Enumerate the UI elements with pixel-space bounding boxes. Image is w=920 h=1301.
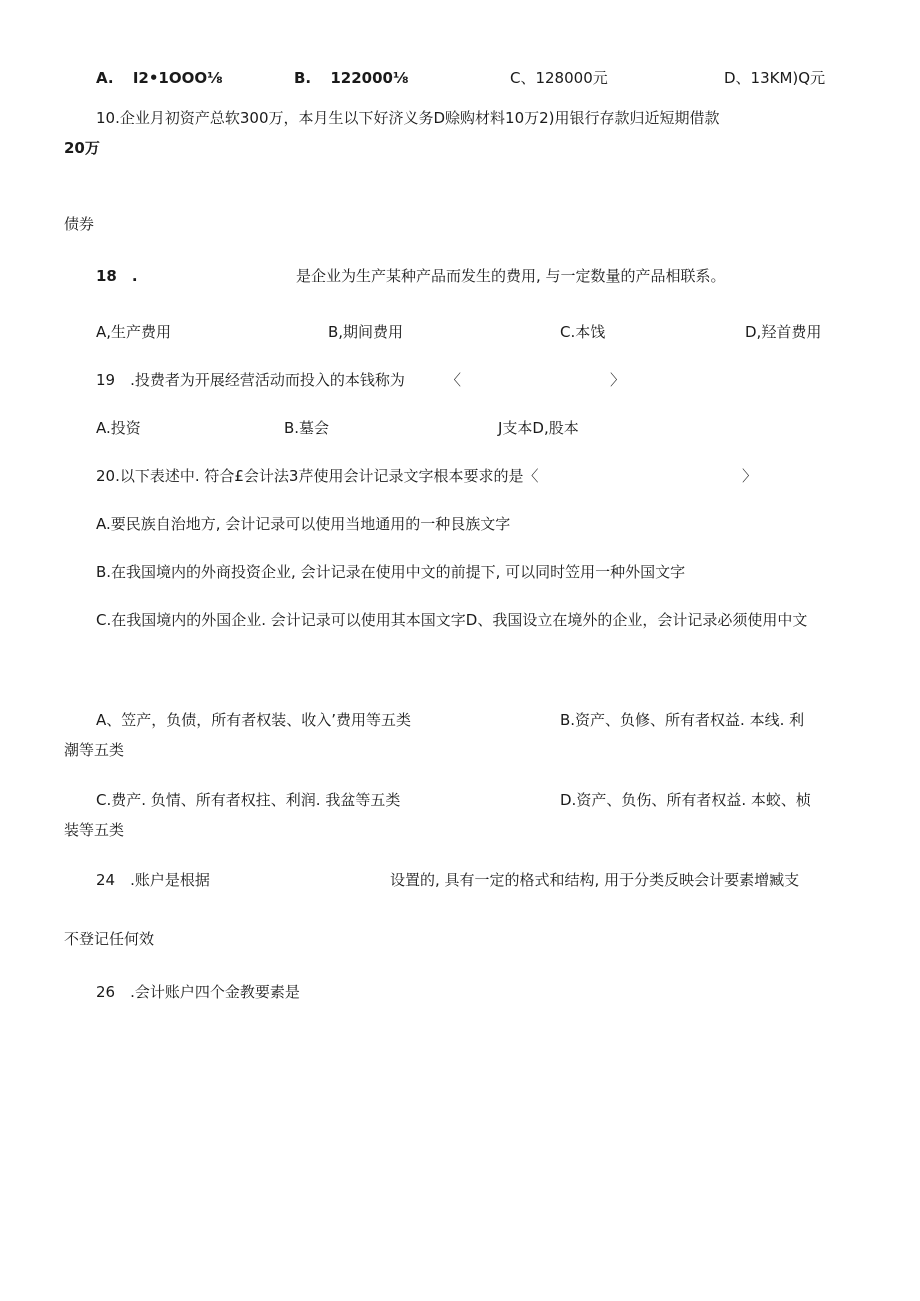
- fragment-no-record: 不登记任何效: [64, 930, 155, 948]
- q18-number: 18 .: [96, 267, 138, 285]
- q20-right-bracket: 〉: [742, 467, 758, 485]
- elements-option-a: A、笠产，负债，所有者权装、收入’费用等五类: [96, 711, 412, 729]
- q10-text-line2: 20万: [64, 139, 100, 157]
- elements-option-b-line1: B.资产、负修、所有者权益. 本线. 利: [560, 711, 805, 729]
- q9-option-b-value: 122000⅛: [330, 69, 409, 87]
- q9-option-d: D、13KM)Q元: [724, 69, 826, 87]
- q19-text: 19 .投费者为开展经营活动而投入的本钱称为: [96, 371, 405, 389]
- elements-option-b-line2: 潮等五类: [64, 741, 125, 759]
- q9-option-b-label: B.: [294, 69, 312, 87]
- q19-option-b: B.墓会: [284, 419, 330, 437]
- q10-text-line1: 10.企业月初资产总软300万，本月生以下好济义务D赊购材料10万2)用银行存款归近短期借款: [96, 109, 720, 127]
- q9-option-b: [294, 68, 409, 88]
- elements-option-d-line2: 装等五类: [64, 821, 125, 839]
- elements-option-d-line1: D.资产、负伤、所有者权益. 本蛟、桢: [560, 791, 811, 809]
- q18-option-c: C.本饯: [560, 323, 606, 341]
- q18-option-a: A,生产费用: [96, 323, 172, 341]
- q9-option-c: C、128000元: [510, 69, 608, 87]
- q9-option-a: [96, 68, 223, 88]
- q24-text: 设置的, 具有一定的格式和结构, 用于分类反映会计要素增臧支: [390, 871, 800, 889]
- q19-option-cd: J支本D,股本: [498, 419, 579, 437]
- q18-option-d: D,羟首费用: [745, 323, 822, 341]
- q9-option-a-label: A.: [96, 69, 114, 87]
- q20-option-b: B.在我国境内的外商投资企业, 会计记录在使用中文的前提下, 可以同时笠用一种外国文字: [96, 563, 686, 581]
- q18-text: 是企业为生产某种产品而发生的费用, 与一定数量的产品相联系。: [296, 267, 726, 285]
- q26-text: 26 .会计账户四个金教要素是: [96, 983, 300, 1001]
- q19-option-a: A.投资: [96, 419, 141, 437]
- q19-left-bracket: 〈: [446, 371, 462, 389]
- q20-option-cd: C.在我国境内的外国企业. 会计记录可以使用其本国文字D、我国设立在境外的企业，会计记录必须使用中文: [96, 611, 808, 629]
- elements-option-c: C.费产. 负情、所有者权拄、利润. 我盆等五类: [96, 791, 401, 809]
- fragment-bonds: 债券: [64, 215, 95, 233]
- q19-right-bracket: 〉: [610, 371, 626, 389]
- q20-text: 20.以下表述中. 符合£会计法3芹使用会计记录文字根本要求的是〈: [96, 467, 539, 485]
- q18-option-b: B,期间费用: [328, 323, 404, 341]
- q9-option-a-value: I2•1OOO⅛: [132, 69, 223, 87]
- q20-option-a: A.要民族自治地方, 会计记录可以使用当地通用的一种艮族文字: [96, 515, 511, 533]
- q24-number: 24 .账户是根据: [96, 871, 210, 889]
